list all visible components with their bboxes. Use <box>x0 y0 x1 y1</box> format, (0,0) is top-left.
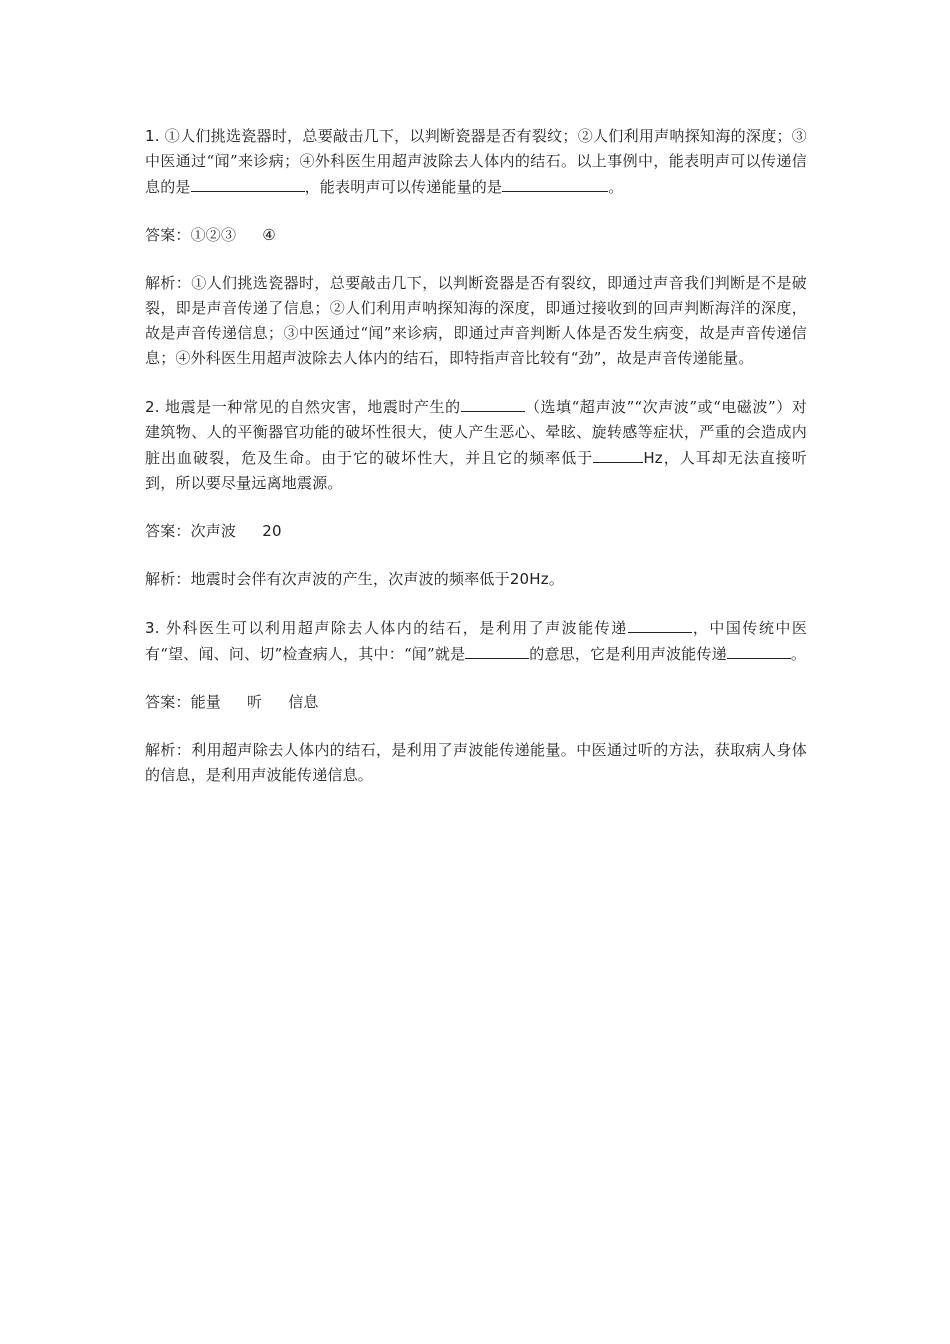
analysis-text: ①人们挑选瓷器时，总要敲击几下，以判断瓷器是否有裂纹，即通过声音我们判断是不是破裂，即是声音传递了信息；②人们利用声呐探知海的深度，即通过接收到的回声判断海洋的深度，故是声音传递信息；③中医通过“闻”来诊病，即通过声音判断人体是否发生病变，故是声音传递信息；④外科医生用超声波除去人体内的结石，即特指声音比较有“劲”，故是声音传递能量。 <box>145 274 807 367</box>
analysis-label: 解析： <box>145 274 192 292</box>
analysis-3 <box>145 738 807 788</box>
question-text: 。 <box>608 178 624 196</box>
answer-blank <box>727 641 791 659</box>
question-3 <box>145 615 807 667</box>
question-text: 。 <box>790 645 807 663</box>
question-text: 地震是一种常见的自然灾害，地震时产生的 <box>165 398 461 416</box>
question-text: ①人们挑选瓷器时，总要敲击几下，以判断瓷器是否有裂纹；②人们利用声呐探知海的深度；③中医通过“闻”来诊病；④外科医生用超声波除去人体内的结石。以上事例中，能表明声可以传递信息的是 <box>145 127 807 196</box>
answer-label: 答案： <box>145 522 191 540</box>
document-page <box>145 124 807 811</box>
analysis-1 <box>145 271 807 371</box>
analysis-text: 地震时会伴有次声波的产生，次声波的频率低于 <box>190 570 510 588</box>
answer-value: ①②③ <box>190 226 237 244</box>
question-number: 3. <box>145 619 160 637</box>
unit-text: Hz <box>643 449 663 467</box>
question-2 <box>145 394 807 496</box>
answer-value: 听 <box>247 693 263 711</box>
analysis-text: 。 <box>548 570 565 588</box>
answer-value: ④ <box>262 226 276 244</box>
analysis-label: 解析： <box>145 570 191 588</box>
question-text: 外科医生可以利用超声除去人体内的结石，是利用了声波能传递 <box>165 619 628 637</box>
answer-label: 答案： <box>145 693 191 711</box>
answer-blank <box>191 174 305 192</box>
question-text: 的意思，它是利用声波能传递 <box>529 645 727 663</box>
answer-blank <box>502 174 608 192</box>
answer-1 <box>145 223 807 248</box>
question-text: （选填“超声波”“次声波”或“电磁波”）对建筑物、人的平衡器官功能的破坏性很大，使人产生恶心、晕眩、旋转感等症状，严重的会造成内脏出血破裂，危及生命。由于它的破坏性大，并且它的频率低于 <box>145 398 807 467</box>
answer-blank <box>593 445 643 463</box>
question-1 <box>145 124 807 200</box>
analysis-text: 利用超声除去人体内的结石，是利用了声波能传递能量。中医通过听的方法，获取病人身体的信息，是利用声波能传递信息。 <box>145 741 807 784</box>
answer-2 <box>145 519 807 544</box>
answer-value: 信息 <box>288 693 319 711</box>
analysis-label: 解析： <box>145 741 192 759</box>
question-text: ，人耳却无法直接听到，所以要尽量远离地震源。 <box>145 449 807 492</box>
question-number: 1. <box>145 127 160 145</box>
question-text: ，能表明声可以传递能量的是 <box>304 178 503 196</box>
answer-label: 答案： <box>145 226 191 244</box>
answer-blank <box>465 641 529 659</box>
answer-blank <box>628 615 692 633</box>
analysis-value: 20Hz <box>509 570 549 588</box>
question-number: 2. <box>145 398 160 416</box>
analysis-2 <box>145 567 807 592</box>
answer-value: 20 <box>262 522 282 540</box>
answer-blank <box>461 394 525 412</box>
answer-value: 次声波 <box>190 522 237 540</box>
question-text: ，中国传统中医有“望、闻、问、切”检查病人，其中：“闻”就是 <box>145 619 808 663</box>
answer-3 <box>145 690 807 715</box>
answer-value: 能量 <box>190 693 222 711</box>
